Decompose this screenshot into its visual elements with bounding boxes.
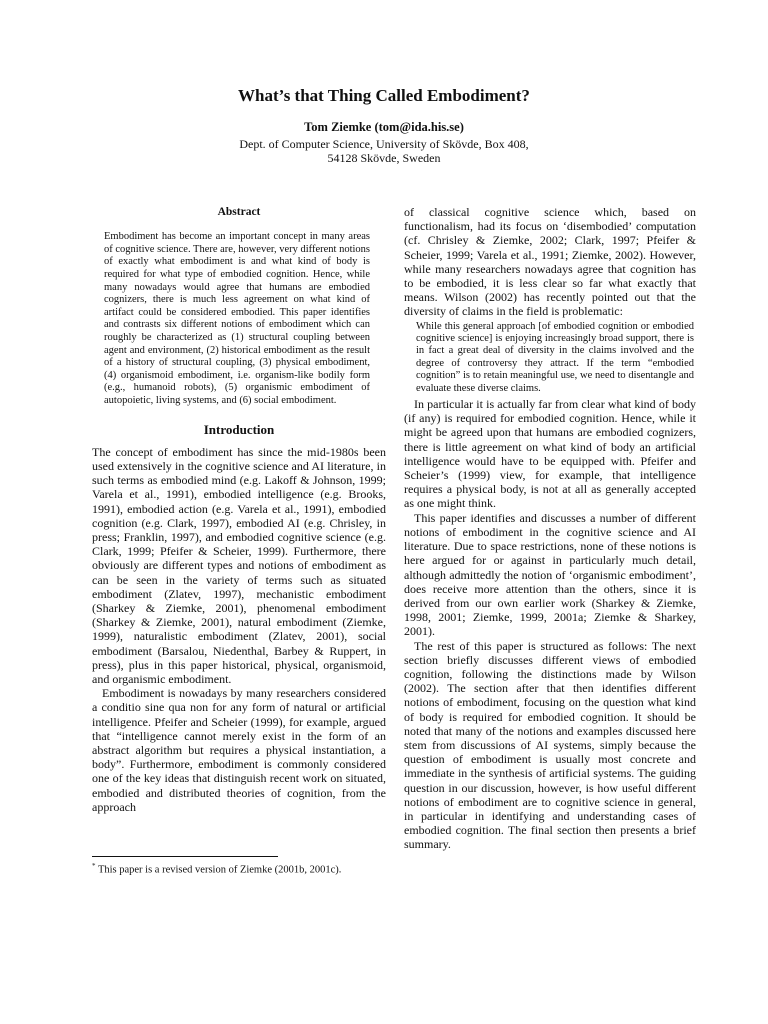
paper-author: Tom Ziemke (tom@ida.his.se) <box>304 120 464 134</box>
intro-paragraph-4: In particular it is actually far from clear what kind of body (if any) is required for embodied cognition. Hence, while it might be agreed upon that humans are embodied cognizers, there is little agreement on what kind of body an artificial intelligence would have to be equipped with. Pfeifer and Scheier’s (1999) view, for example, that intelligence requires a physical body, is not at all as generally accepted as one might think. <box>404 397 696 511</box>
author-affiliation <box>0 137 768 165</box>
wilson-quote: While this general approach [of embodied cognition or embodied cognitive science] is enjoying increasingly broad support, there is in fact a great deal of diversity in the claims involved and the degree of controversy they attract. If the term “embodied cognition” is to retain meaningful use, we need to disentangle and evaluate these diverse claims. <box>416 320 694 394</box>
footnote-divider <box>92 856 278 857</box>
footnote <box>92 860 386 877</box>
affiliation-line-1: Dept. of Computer Science, University of Skövde, Box 408, <box>239 137 529 151</box>
abstract-heading: Abstract <box>217 206 261 218</box>
right-column <box>404 205 696 852</box>
paper-title: What’s that Thing Called Embodiment? <box>238 86 530 105</box>
introduction-heading: Introduction <box>203 421 275 437</box>
abstract-body: Embodiment has become an important concept in many areas of cognitive science. There are, however, very different notions of exactly what embodiment is and what kind of body is required for what type of embodied cognition. Hence, while many nowadays would agree that humans are embodied cognizers, there is much less agreement on what kind of artifact could be considered embodied. This paper identifies and contrasts six different notions of embodiment which can roughly be characterized as (1) structural coupling between agent and environment, (2) historical embodiment as the result of a history of structural coupling, (3) physical embodiment, (4) organismoid embodiment, i.e. organism-like bodily form (e.g., humanoid robots), (5) organismic embodiment of autopoietic, living systems, and (6) social embodiment. <box>104 231 370 406</box>
footnote-marker: * <box>92 862 96 870</box>
intro-paragraph-5: This paper identifies and discusses a number of different notions of embodiment in the cognitive science and AI literature. Due to space restrictions, none of these notions is here argued for or against in particularly much detail, although admittedly the notion of ‘organismic embodiment’, does receive more attention than the others, since it is derived from our own earlier work (Sharkey & Ziemke, 1998, 2001; Ziemke, 1999, 2001a; Ziemke & Sharkey, 2001). <box>404 510 696 639</box>
intro-paragraph-2: Embodiment is nowadays by many researchers considered a conditio sine qua non for any form of natural or artificial intelligence. Pfeifer and Scheier (1999), for example, argued that “intelligence cannot merely exist in the form of an abstract algorithm but requires a physical instantiation, a body”. Furthermore, embodiment is commonly considered one of the key ideas that distinguish recent work on situated, embodied and distributed theories of cognition, from the approach <box>92 686 386 814</box>
left-column <box>92 205 386 814</box>
intro-paragraph-1: The concept of embodiment has since the mid-1980s been used extensively in the cognitive science and AI literature, in such terms as embodied mind (e.g. Lakoff & Johnson, 1999; Varela et al., 1991), embodied intelligence (e.g. Brooks, 1991), embodied action (e.g. Varela et al., 1991), embodied cognition (e.g. Clark, 1997), embodied AI (e.g. Chrisley, in press; Franklin, 1997), and embodied cognitive science (e.g. Clark, 1999; Pfeifer & Scheier, 1999). Furthermore, there obviously are different types and notions of embodiment as can be seen in the variety of terms such as situated embodiment (Zlatev, 1997), mechanistic embodiment (Sharkey & Ziemke, 2001), phenomenal embodiment (Sharkey & Ziemke, 2001), natural embodiment (Ziemke, 1999), naturalistic embodiment (Zlatev, 2001), social embodiment (Barsalou, Niedenthal, Barbey & Ruppert, in press), plus in this paper historical, physical, organismoid, and organismic embodiment. <box>92 444 386 686</box>
intro-paragraph-3: of classical cognitive science which, based on functionalism, had its focus on ‘disembodied’ computation (cf. Chrisley & Ziemke, 2002; Clark, 1997; Pfeifer & Scheier, 1999; Varela et al., 1991; Ziemke, 2002). However, while many researchers nowadays agree that cognition has to be embodied, it is less clear so far what exactly that means. Wilson (2002) has recently pointed out that the diversity of claims in the field is problematic: <box>404 205 696 319</box>
footnote-text: This paper is a revised version of Ziemke (2001b, 2001c). <box>97 864 342 876</box>
affiliation-line-2: 54128 Skövde, Sweden <box>327 151 441 165</box>
intro-paragraph-6: The rest of this paper is structured as follows: The next section briefly discusses different views of embodied cognition, following the distinctions made by Wilson (2002). The section after that then identifies different notions of embodiment, focusing on the question what kind of body is required for embodied cognition. It should be noted that many of the notions and examples discussed here stem from discussions of AI systems, simply because the question of embodiment is usually most concrete and immediate in the synthesis of artificial systems. The guiding question in our discussion, however, is how useful different notions of embodiment are to cognitive science in general, in particular in identifying and understanding cases of embodied cognition. The final section then presents a brief summary. <box>404 638 696 852</box>
